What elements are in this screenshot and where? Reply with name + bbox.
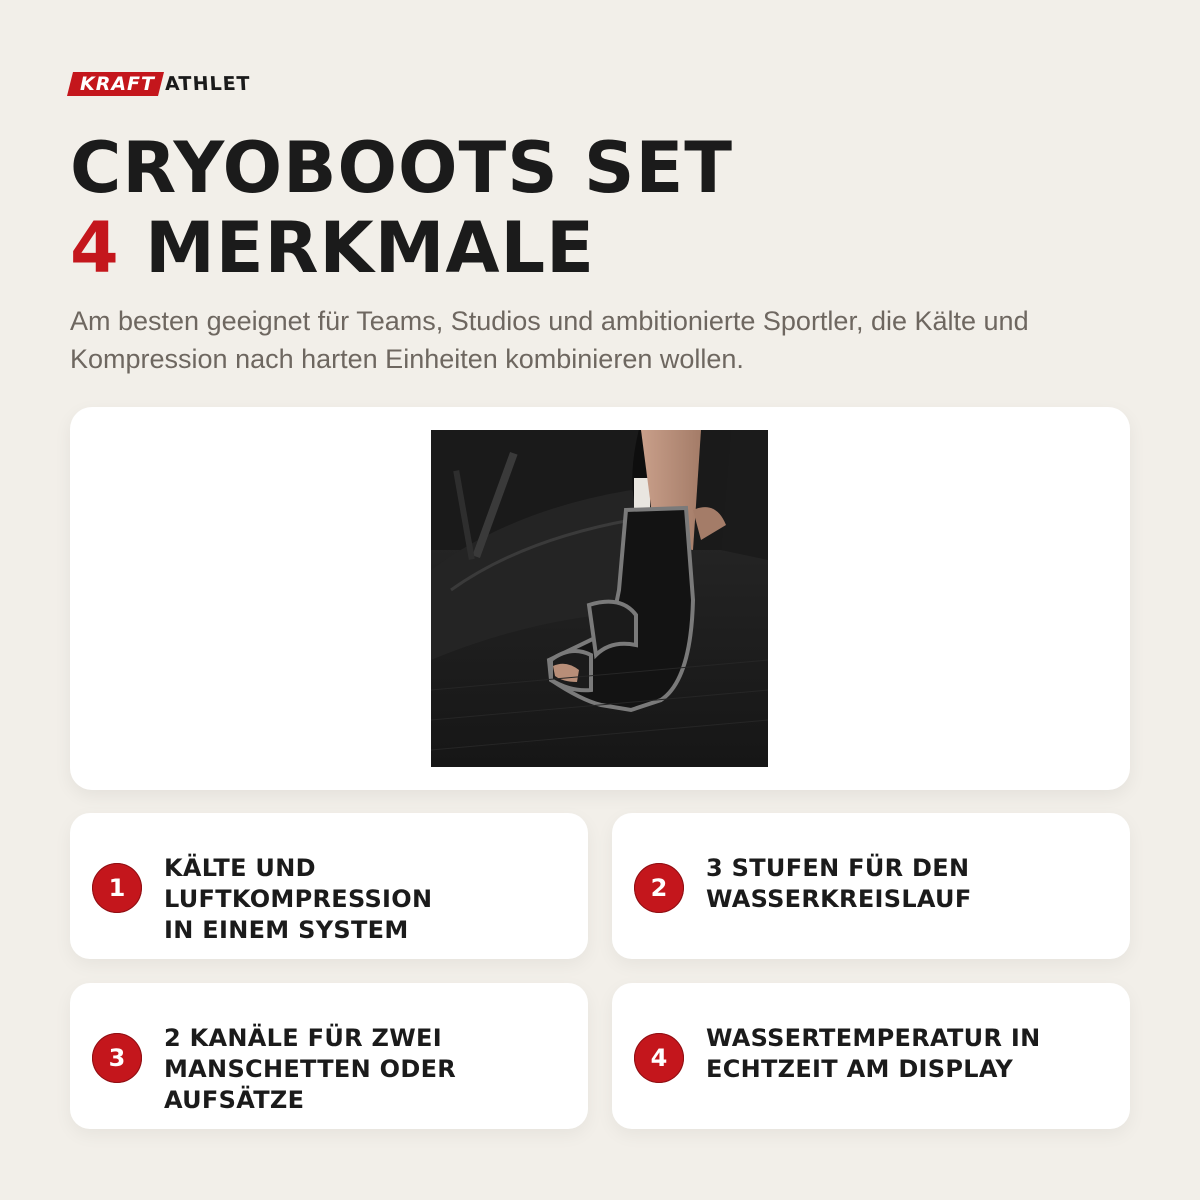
feature-number-badge: 1 — [92, 863, 142, 913]
brand-logo — [70, 72, 255, 96]
title-line-2: MERKMALE — [119, 207, 595, 289]
feature-text: 2 KANÄLE FÜR ZWEI MANSCHETTEN ODER AUFSÄTZE — [164, 1024, 457, 1114]
feature-card-4 — [612, 983, 1130, 1129]
feature-number-badge: 2 — [634, 863, 684, 913]
feature-number-badge: 4 — [634, 1033, 684, 1083]
page-subtitle: Am besten geeignet für Teams, Studios und ambitionierte Sportler, die Kälte und Kompression nach harten Einheiten kombinieren wollen. — [70, 306, 1029, 374]
product-image-card — [70, 407, 1130, 790]
title-line-1: CRYOBOOTS SET — [70, 127, 734, 209]
feature-card-3 — [70, 983, 588, 1129]
page-title — [70, 128, 733, 288]
product-photo — [431, 430, 768, 767]
cryoboot-illustration — [431, 430, 768, 767]
feature-card-1 — [70, 813, 588, 959]
brand-logo-kraft: KRAFT — [67, 72, 164, 96]
feature-text: KÄLTE UND LUFTKOMPRESSION IN EINEM SYSTEM — [164, 854, 433, 944]
feature-text: 3 STUFEN FÜR DEN WASSERKREISLAUF — [706, 854, 972, 913]
feature-number-badge: 3 — [92, 1033, 142, 1083]
brand-logo-athlet: ATHLET — [162, 73, 254, 95]
feature-text: WASSERTEMPERATUR IN ECHTZEIT AM DISPLAY — [706, 1024, 1041, 1083]
feature-card-2 — [612, 813, 1130, 959]
title-number: 4 — [70, 207, 120, 289]
